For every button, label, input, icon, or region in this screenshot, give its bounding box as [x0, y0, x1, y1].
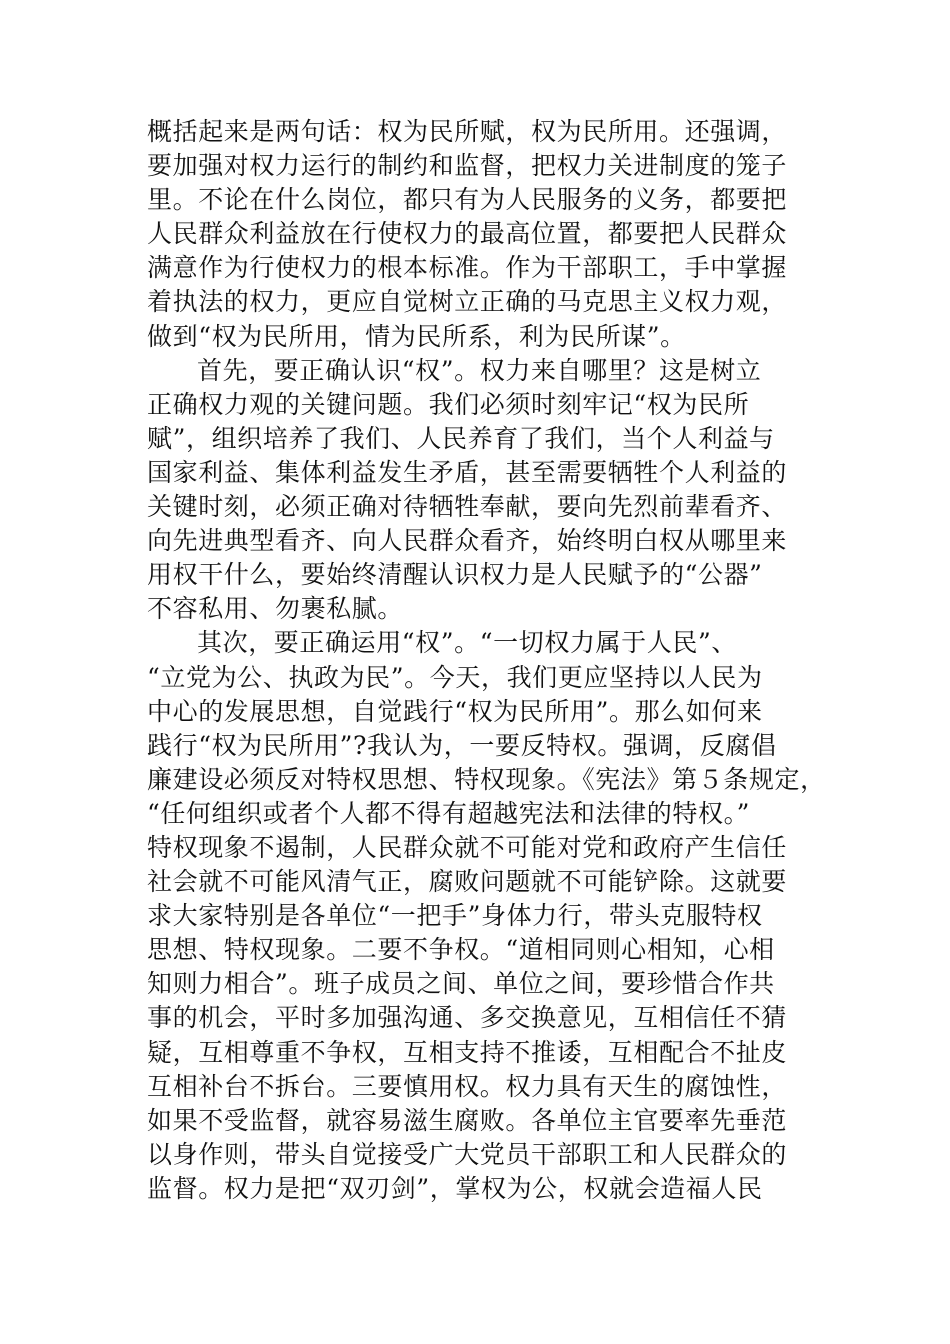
document-body [147, 115, 826, 1206]
text-line: 人民群众利益放在行使权力的最高位置，都要把人民群众 [147, 219, 788, 249]
paragraph-first-line: 其次，要正确运用“权”。“一切权力属于人民”、 [197, 628, 737, 658]
text-line: 正确权力观的关键问题。我们必须时刻牢记“权为民所 [147, 389, 750, 419]
text-line: 里。不论在什么岗位，都只有为人民服务的义务，都要把 [147, 185, 788, 215]
text-line: 以身作则，带头自觉接受广大党员干部职工和人民群众的 [147, 1139, 788, 1169]
text-line: 社会就不可能风清气正，腐败问题就不可能铲除。这就要 [147, 867, 788, 897]
text-line: “立党为公、执政为民”。今天，我们更应坚持以人民为 [147, 662, 763, 692]
text-line: 要加强对权力运行的制约和监督，把权力关进制度的笼子 [147, 151, 788, 181]
text-line: 互相补台不拆台。三要慎用权。权力具有天生的腐蚀性， [147, 1071, 788, 1101]
text-line: 事的机会，平时多加强沟通、多交换意见，互相信任不猜 [147, 1003, 788, 1033]
text-line: 满意作为行使权力的根本标准。作为干部职工，手中掌握 [147, 253, 788, 283]
text-line: 如果不受监督，就容易滋生腐败。各单位主官要率先垂范 [147, 1105, 788, 1135]
text-line: 求大家特别是各单位“一把手”身体力行，带头克服特权 [147, 901, 763, 931]
text-line: 疑，互相尊重不争权，互相支持不推诿，互相配合不扯皮 [147, 1037, 788, 1067]
text-line: 监督。权力是把“双刃剑”，掌权为公，权就会造福人民 [147, 1173, 763, 1203]
text-line: “任何组织或者个人都不得有超越宪法和法律的特权。” [147, 798, 751, 828]
text-line: 不容私用、勿裹私腻。 [147, 594, 404, 624]
paragraph-first-line: 首先，要正确认识“权”。权力来自哪里？这是树立 [197, 355, 762, 385]
text-line: 着执法的权力，更应自觉树立正确的马克思主义权力观， [147, 287, 788, 317]
text-line: 概括起来是两句话：权为民所赋，权为民所用。还强调， [147, 117, 788, 146]
text-line: 特权现象不遏制，人民群众就不可能对党和政府产生信任 [147, 832, 788, 862]
text-line: 赋”，组织培养了我们、人民养育了我们，当个人利益与 [147, 423, 775, 453]
text-line: 思想、特权现象。二要不争权。“道相同则心相知，心相 [147, 935, 775, 965]
text-line: 关键时刻，必须正确对待牺牲奉献，要向先烈前辈看齐、 [147, 492, 788, 522]
text-line: 用权干什么，要始终清醒认识权力是人民赋予的“公器” [147, 560, 763, 590]
text-line: 中心的发展思想，自觉践行“权为民所用”。那么如何来 [147, 696, 763, 726]
text-line: 国家利益、集体利益发生矛盾，甚至需要牺牲个人利益的 [147, 457, 788, 487]
text-line: 知则力相合”。班子成员之间、单位之间，要珍惜合作共 [147, 969, 775, 999]
text-line: 践行“权为民所用”?我认为，一要反特权。强调，反腐倡 [147, 730, 777, 760]
text-line: 廉建设必须反对特权思想、特权现象。《宪法》第５条规定， [147, 764, 826, 794]
text-line: 向先进典型看齐、向人民群众看齐，始终明白权从哪里来 [147, 526, 788, 556]
text-line: 做到“权为民所用，情为民所系，利为民所谋”。 [147, 321, 686, 351]
